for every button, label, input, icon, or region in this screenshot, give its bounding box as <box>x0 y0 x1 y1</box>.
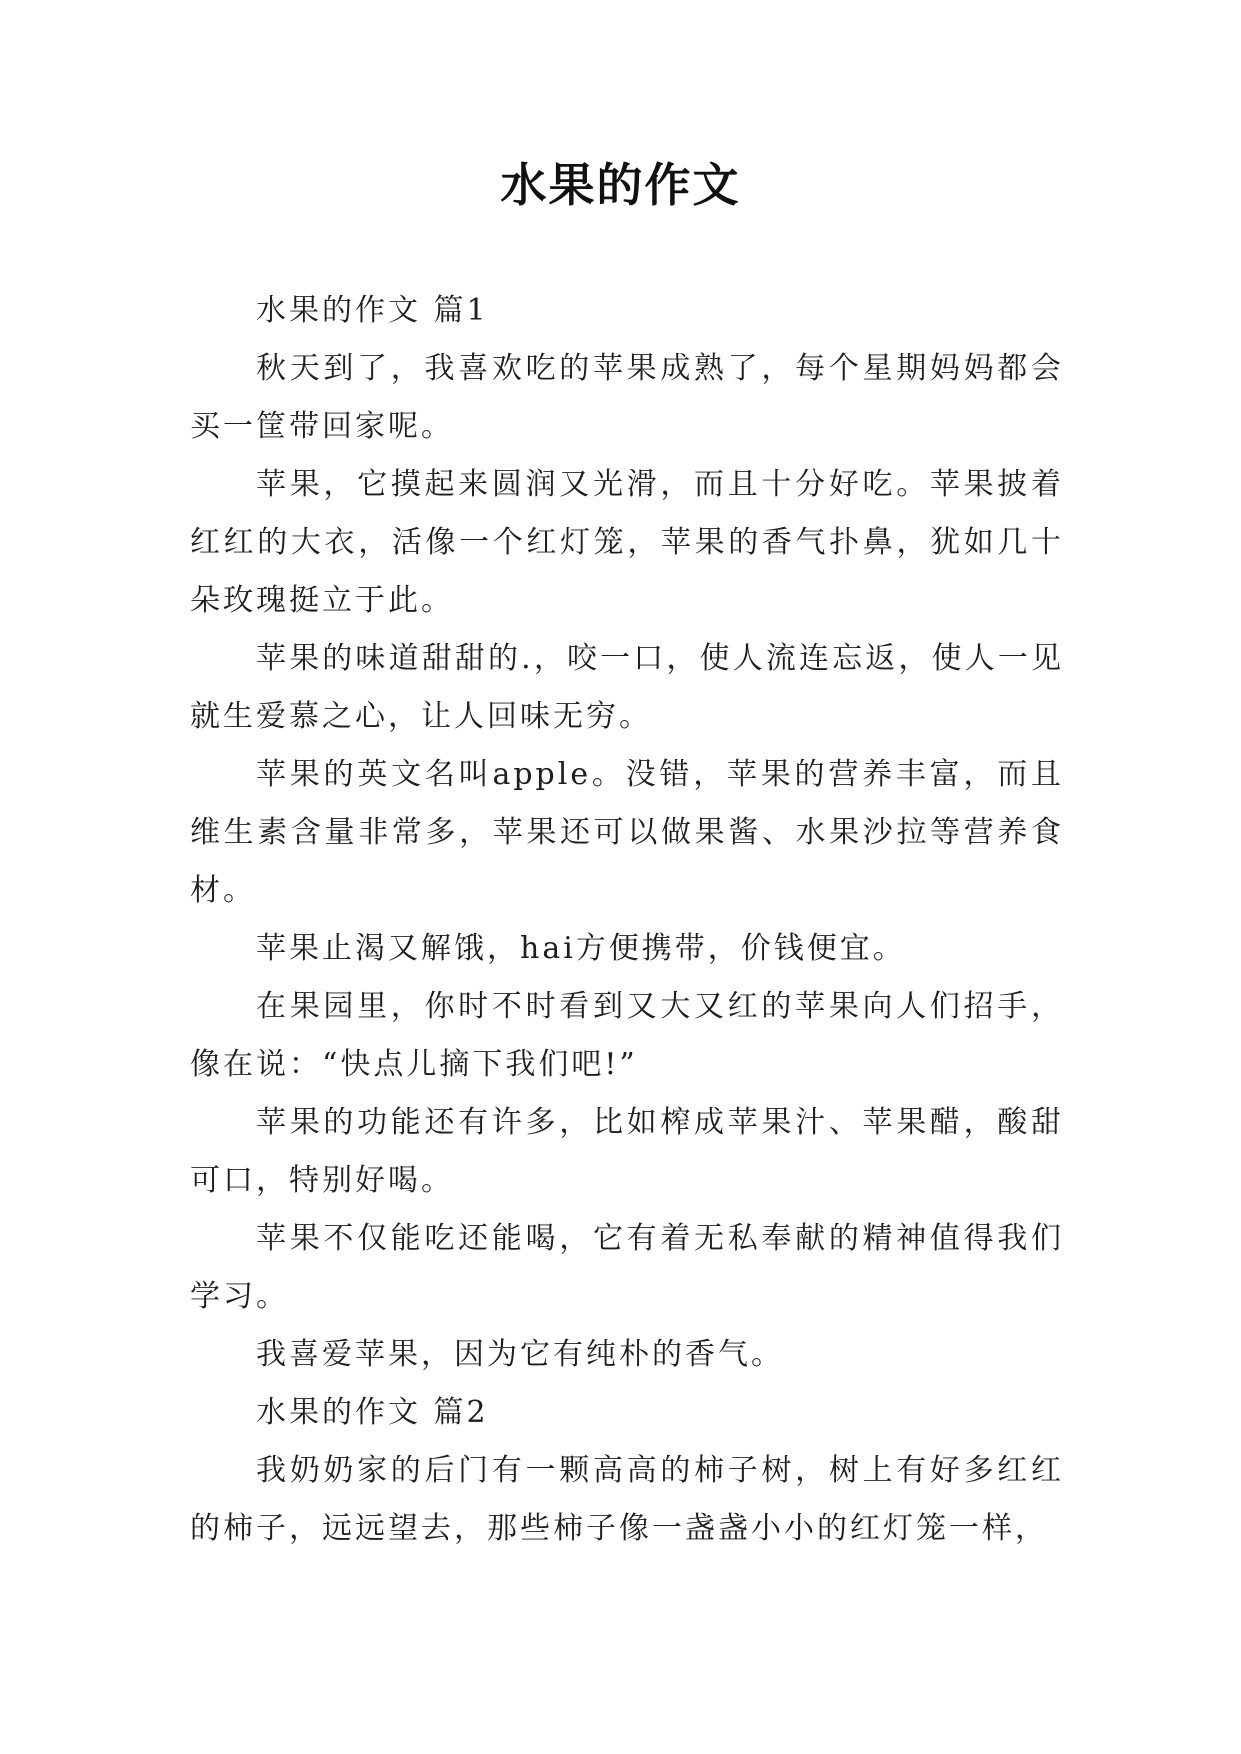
paragraph: 苹果，它摸起来圆润又光滑，而且十分好吃。苹果披着红红的大衣，活像一个红灯笼，苹果的香气扑鼻，犹如几十朵玫瑰挺立于此。 <box>190 467 1064 618</box>
paragraph: 在果园里，你时不时看到又大又红的苹果向人们招手，像在说：“快点儿摘下我们吧!” <box>190 989 1064 1082</box>
paragraph: 苹果的味道甜甜的.，咬一口，使人流连忘返，使人一见就生爱慕之心，让人回味无穷。 <box>190 641 1064 734</box>
section-heading: 水果的作文 篇1 <box>256 293 489 328</box>
paragraph: 我奶奶家的后门有一颗高高的柿子树，树上有好多红红的柿子，远远望去，那些柿子像一盏盏小小的红灯笼一样， <box>190 1453 1064 1546</box>
document-body <box>190 282 1064 1558</box>
paragraph: 苹果的功能还有许多，比如榨成苹果汁、苹果醋，酸甜可口，特别好喝。 <box>190 1105 1064 1198</box>
paragraph: 秋天到了，我喜欢吃的苹果成熟了，每个星期妈妈都会买一筐带回家呢。 <box>190 351 1064 444</box>
document-title: 水果的作文 <box>500 158 741 212</box>
paragraph: 我喜爱苹果，因为它有纯朴的香气。 <box>256 1337 784 1372</box>
paragraph: 苹果的英文名叫apple。没错，苹果的营养丰富，而且维生素含量非常多，苹果还可以做果酱、水果沙拉等营养食材。 <box>190 757 1064 908</box>
section-heading: 水果的作文 篇2 <box>256 1395 489 1430</box>
paragraph: 苹果止渴又解饿，hai方便携带，价钱便宜。 <box>256 931 906 966</box>
paragraph: 苹果不仅能吃还能喝，它有着无私奉献的精神值得我们学习。 <box>190 1221 1064 1314</box>
